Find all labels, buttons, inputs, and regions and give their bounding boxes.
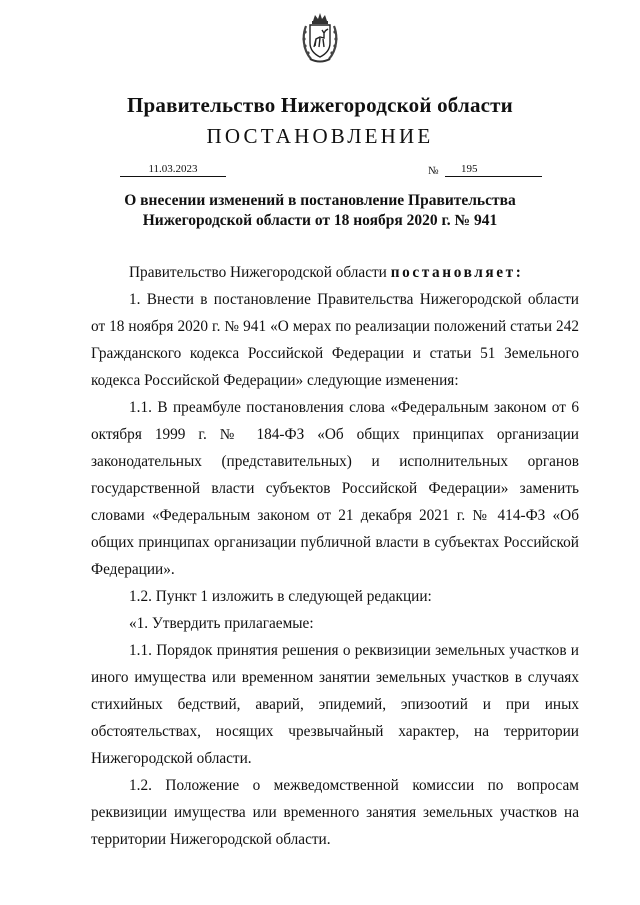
paragraph-quoted-1-2: 1.2. Положение о межведомственной комиссии по вопросам реквизиции имущества или временного занятия земельных участков на территории Нижегородской области. xyxy=(91,777,579,848)
paragraph-1: 1. Внести в постановление Правительства Нижегородской области от 18 ноября 2020 г. № 941 «О мерах по реализации положений статьи 242 Гражданского кодекса Российской Федерации и статьи 51 Земельного кодекса Российской Федерации» следующие изменения: xyxy=(91,291,579,389)
paragraph-quoted-1-1: 1.1. Порядок принятия решения о реквизиции земельных участков и иного имущества или временном занятии земельных участков в случаях стихийных бедствий, аварий, эпидемий, эпизоотий и при иных обстоятельствах, носящих чрезвычайный характер, на территории Нижегородской области. xyxy=(91,642,579,767)
heading-line-1: О внесении изменений в постановление Правительства xyxy=(124,192,516,209)
preamble-text: Правительство Нижегородской области xyxy=(129,264,391,281)
document-heading xyxy=(60,191,580,231)
paragraph-1-2: 1.2. Пункт 1 изложить в следующей редакции: xyxy=(129,588,432,605)
heading-line-2: Нижегородской области от 18 ноября 2020 г. № 941 xyxy=(142,212,498,229)
government-name: Правительство Нижегородской области xyxy=(127,93,513,117)
number-sign: № xyxy=(428,165,439,177)
document-number-field xyxy=(445,163,542,177)
document-number: 195 xyxy=(461,163,478,175)
paragraph-quoted-1: «1. Утвердить прилагаемые: xyxy=(129,615,314,632)
document-date: 11.03.2023 xyxy=(120,163,226,177)
paragraph-1-1: 1.1. В преамбуле постановления слова «Федеральным законом от 6 октября 1999 г. № 184-ФЗ «Об общих принципах организации законодательных (представительных) и исполнительных органов государственной власти субъектов Российской Федерации» заменить словами «Федеральным законом от 21 декабря 2021 г. № 414-ФЗ «Об общих принципах организации публичной власти в субъектах Российской Федерации». xyxy=(91,399,579,578)
document-type: ПОСТАНОВЛЕНИЕ xyxy=(206,124,434,148)
document-body xyxy=(91,259,579,853)
preamble xyxy=(91,259,579,286)
coat-of-arms-emblem xyxy=(302,12,338,64)
preamble-decree-word: постановляет: xyxy=(390,264,524,281)
